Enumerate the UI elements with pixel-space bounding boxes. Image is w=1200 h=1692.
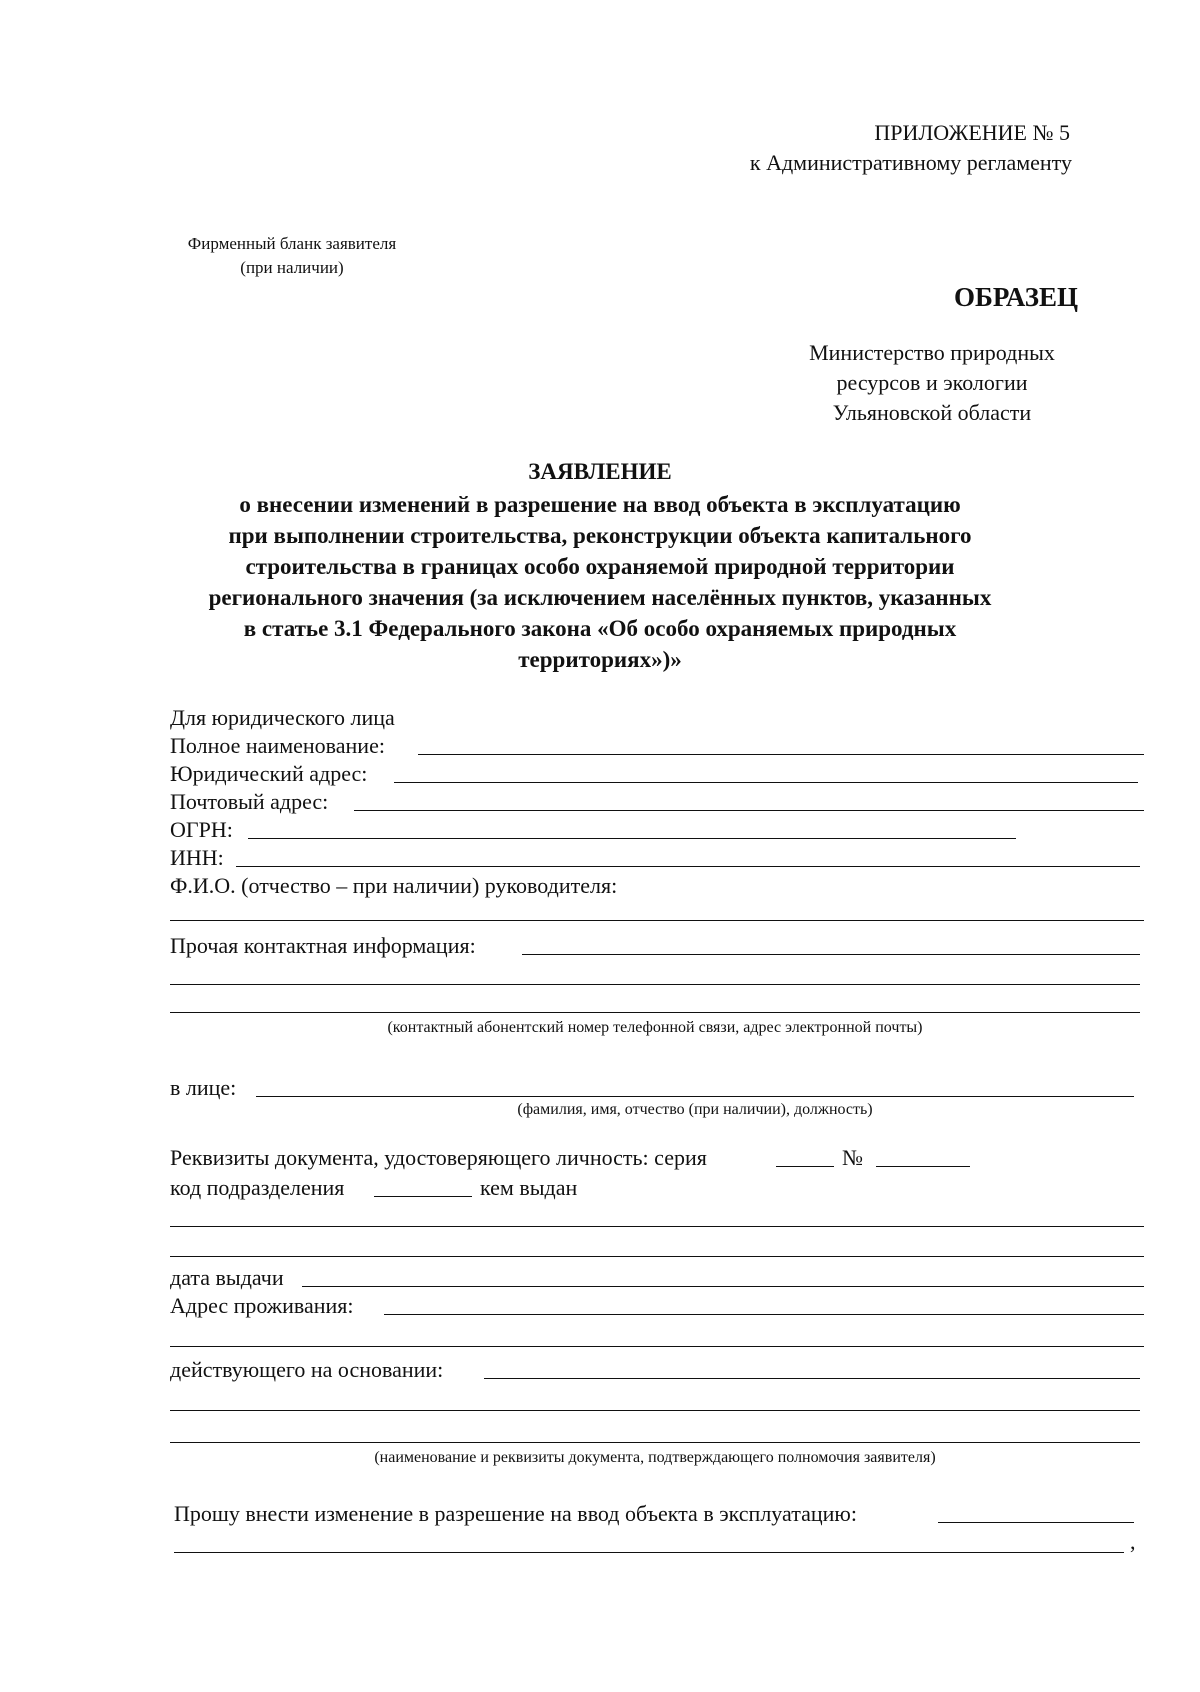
basis-caption: (наименование и реквизиты документа, подтверждающего полномочия заявителя) xyxy=(374,1449,936,1466)
inn-field[interactable] xyxy=(236,866,1140,867)
division-code-label: код подразделения xyxy=(170,1175,345,1200)
full-name-label: Полное наименование: xyxy=(170,733,385,758)
statement-subtitle-line-3: строительства в границах особо охраняемой природной территории xyxy=(245,554,955,579)
statement-subtitle-line-4: регионального значения (за исключением населённых пунктов, указанных xyxy=(208,585,992,610)
acting-basis-field-2[interactable] xyxy=(170,1410,1140,1411)
id-number-field[interactable] xyxy=(876,1166,970,1167)
division-code-field[interactable] xyxy=(374,1196,472,1197)
acting-basis-field-3[interactable] xyxy=(170,1442,1140,1443)
issue-date-label: дата выдачи xyxy=(170,1265,284,1290)
addressee-line-2: ресурсов и экологии xyxy=(836,370,1028,395)
id-number-label: № xyxy=(842,1145,863,1170)
issued-by-field-2[interactable] xyxy=(170,1256,1144,1257)
other-contacts-field-2[interactable] xyxy=(170,984,1140,985)
issued-by-field-1[interactable] xyxy=(170,1226,1144,1227)
statement-subtitle-line-6: территориях»)» xyxy=(518,647,682,672)
residence-field-1[interactable] xyxy=(384,1314,1144,1315)
other-contacts-field-1[interactable] xyxy=(522,954,1140,955)
addressee-line-3: Ульяновской области xyxy=(832,400,1032,425)
request-field-2[interactable] xyxy=(174,1552,1124,1553)
appendix-subtitle: к Административному регламенту xyxy=(749,150,1072,175)
other-contacts-field-3[interactable] xyxy=(170,1012,1140,1013)
full-name-field[interactable] xyxy=(418,754,1144,755)
request-field-1[interactable] xyxy=(938,1522,1134,1523)
director-field[interactable] xyxy=(170,920,1144,921)
contacts-caption: (контактный абонентский номер телефонной связи, адрес электронной почты) xyxy=(387,1019,923,1036)
id-series-field[interactable] xyxy=(776,1166,834,1167)
letterhead-label: Фирменный бланк заявителя xyxy=(187,234,397,253)
legal-address-field[interactable] xyxy=(394,782,1138,783)
issued-by-label: кем выдан xyxy=(480,1175,578,1200)
legal-entity-heading: Для юридического лица xyxy=(170,705,395,730)
statement-subtitle-line-5: в статье 3.1 Федерального закона «Об особо охраняемых природных xyxy=(243,616,957,641)
represented-by-caption: (фамилия, имя, отчество (при наличии), должность) xyxy=(517,1101,873,1118)
residence-label: Адрес проживания: xyxy=(170,1293,354,1318)
letterhead-note: (при наличии) xyxy=(240,258,344,277)
appendix-number: ПРИЛОЖЕНИЕ № 5 xyxy=(874,120,1070,145)
inn-label: ИНН: xyxy=(170,845,224,870)
represented-by-label: в лице: xyxy=(170,1075,237,1100)
represented-by-field[interactable] xyxy=(256,1096,1134,1097)
postal-address-field[interactable] xyxy=(354,810,1144,811)
addressee-line-1: Министерство природных xyxy=(809,340,1055,365)
sample-stamp: ОБРАЗЕЦ xyxy=(954,282,1078,312)
legal-address-label: Юридический адрес: xyxy=(170,761,368,786)
acting-basis-label: действующего на основании: xyxy=(170,1357,444,1382)
issue-date-field[interactable] xyxy=(302,1286,1144,1287)
director-label: Ф.И.О. (отчество – при наличии) руководителя: xyxy=(170,873,618,898)
statement-subtitle-line-1: о внесении изменений в разрешение на ввод объекта в эксплуатацию xyxy=(239,492,961,517)
acting-basis-field-1[interactable] xyxy=(484,1378,1140,1379)
other-contacts-label: Прочая контактная информация: xyxy=(170,933,476,958)
ogrn-field[interactable] xyxy=(248,838,1016,839)
request-comma: , xyxy=(1130,1529,1136,1554)
statement-title: ЗАЯВЛЕНИЕ xyxy=(528,459,672,484)
statement-subtitle-line-2: при выполнении строительства, реконструкции объекта капитального xyxy=(228,523,972,548)
residence-field-2[interactable] xyxy=(170,1346,1144,1347)
ogrn-label: ОГРН: xyxy=(170,817,233,842)
request-label: Прошу внести изменение в разрешение на ввод объекта в эксплуатацию: xyxy=(174,1501,857,1526)
postal-address-label: Почтовый адрес: xyxy=(170,789,329,814)
id-document-label: Реквизиты документа, удостоверяющего личность: серия xyxy=(170,1145,707,1170)
